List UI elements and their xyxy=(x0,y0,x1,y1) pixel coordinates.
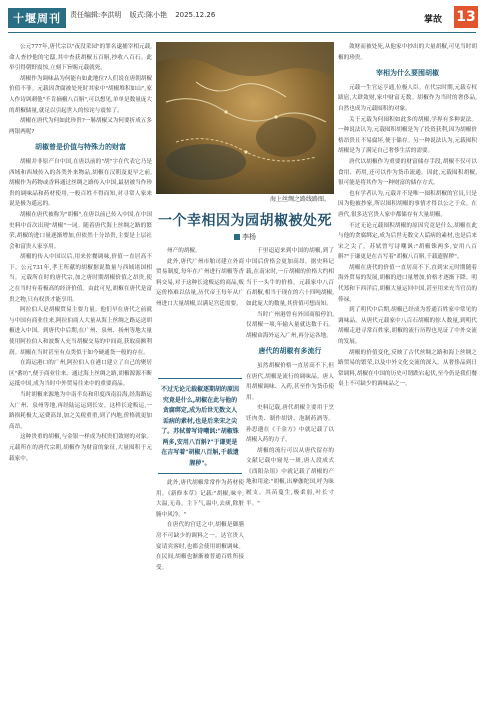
byline-marker-icon xyxy=(234,234,240,240)
layout-credit: 版式:陈小艳 xyxy=(129,11,167,19)
right-column xyxy=(338,42,477,702)
paragraph: 唐代以胡椒作为重要的财富储存手段,胡椒不仅可以食用、药用,还可以作为货币流通。因此,元载囤积胡椒,很可能是将其作为一种财富的储存方式。 xyxy=(338,158,477,187)
paragraph: 胡椒在唐代被称为"胡椒",在唐以前已传入中国,在中国史料中首次出现"胡椒"一词。随着唐代海上丝绸之路的繁荣,胡椒的进口量逐渐增加,但依然十分昂贵,主要是上层社会和富贵人家享用。 xyxy=(9,211,152,250)
author-name: 李杨 xyxy=(242,233,256,241)
paragraph: 胡椒的传入中国以后,用来佐餐调味,价值一直居高不下。公元731年,孝王所献的胡椒据说数量与西域诸国相当。元载所在时的唐代宗,加之唐时期胡椒价值之昂贵,使之在当时有着极高的经济价值。由此可见,胡椒在唐代是富贵之物,只有权贵才能享用。 xyxy=(9,254,152,303)
paragraph: 胡椒的流行可以从唐代留存的文献记载中窥见一斑,唐人段成式《酉阳杂俎》中就记载了胡椒的产地和用途:"胡椒,出摩伽陀国,呼为昧履支。其苗蔓生,极柔弱,叶长寸半。" xyxy=(246,447,334,507)
paragraph: 此外,唐代胡椒常常作为药材使用。《新修本草》记载:"胡椒,味辛,大温,无毒。主下气,温中,去痰,除脏腑中风冷。" xyxy=(156,480,244,518)
image-caption: 海上丝绸之路线路图。 xyxy=(269,196,330,203)
paragraph: 这种贵重的胡椒,与金银一样成为权贵们敛财的对象。元载所在的唐代宗朝,胡椒作为财富的象征,大量囤积于元载家中。 xyxy=(9,434,152,462)
middle-column-c xyxy=(156,478,244,702)
map-illustration xyxy=(156,42,334,194)
paragraph: 到了明代中后期,胡椒已经成为普通百姓家中常见的调味品。从唐代元载家中八百石胡椒的惊人数量,到明代胡椒走进寻常百姓家,胡椒的流行历程也见证了中外交流的发展。 xyxy=(338,307,477,346)
paragraph: 阿拉伯人是胡椒贸易主要力量。他们早在唐代之前就与中国有商业往来,阿拉伯商人大量从海上丝绸之路运送胡椒进入中国。到唐代中后期,在广州、泉州、扬州等地大量使用阿拉伯人和波斯人充当胡椒交易的中间商,获取高额利润。胡椒在当时甚至有点类似于如今硬通货一般的存在。 xyxy=(9,307,152,356)
paragraph: 史料记载,唐代胡椒主要用于烹饪肉类、制作胡饼、泡制药酒等。孙思邈在《千金方》中就记载了以胡椒入药的方子。 xyxy=(246,405,334,444)
issue-date: 2025.12.26 xyxy=(175,11,216,19)
paragraph: 千里迢迢来到中国的胡椒,到了中国后价格会更加高昂。据史料记载,在南宋时,一斤胡椒的价格大约相当于一头牛的价格。元载家中八百石胡椒,相当于现在的六十四吨胡椒,如此庞大的数量,其价值可想而知。 xyxy=(246,248,334,307)
byline xyxy=(156,232,334,242)
paragraph: 当时广州港曾有外国商船停泊,仅胡椒一项,年输入量就达数千石。胡椒由海外运入广州,再分运各地。 xyxy=(246,311,334,339)
paragraph: 胡椒的价值变化,反映了古代丝绸之路和海上丝绸之路贸易的繁荣,以及中外文化交流的深入。从奢侈品到日常调料,胡椒在中国的历史可谓跌宕起伏,至今仍是我们餐桌上不可缺少的调味品之一。 xyxy=(338,349,477,388)
pull-quote-text: 不过无论元载椒逐期胡的原因究竟是什么,胡椒在此与他的贪腐绑定,成为后世无数文人诟病的素材,也是后来宋之尖了。苏轼曾写诗嘲讽:"胡椒铢两多,安用八百斛?"于谦更是在吉写着"胡椒八百斛,千载遗腥秽"。 xyxy=(161,386,240,467)
header-rule xyxy=(8,32,476,33)
paragraph: 在唐代的宫廷之中,胡椒是御膳房不可缺少的调料之一。达官贵人宴请宾客时,也都会使用胡椒调味。在民间,胡椒也渐渐被普通百姓所接受。 xyxy=(156,522,244,571)
subheading: 宰相为什么要囤胡椒 xyxy=(376,69,439,78)
paragraph: 在海运港口的广州,阿拉伯人在港口建立了自己的聚居区"蕃坊",便于商业往来。通过海上丝绸之路,胡椒源源不断运抵中国,成为当时中外贸易往来中的重要商品。 xyxy=(9,360,152,388)
paragraph: 关于元载为何囤积如此多的胡椒,学界有多种说法。一种说法认为,元载囤积胡椒是为了投资获利,因为胡椒价格昂贵且不易腐坏,便于储存。另一种说法认为,元载囤积胡椒是为了满足自己奢侈生活的需要。 xyxy=(338,116,477,155)
paragraph: 州产的胡椒。 xyxy=(167,248,201,254)
publication-logo: 十堰周刊 xyxy=(8,8,66,28)
subheading: 唐代的胡椒有多流行 xyxy=(258,347,322,356)
subheading: 胡椒曾是价值与特殊力的财富 xyxy=(35,143,126,152)
paragraph: 当时胡椒来源地为中南半岛和印度西南沿海,经海路运入广州、泉州等地,再经陆运运到长安。这样长途贩运,一路损耗极大,运费高昂,加之关税重重,到了内地,价格就更加高昂。 xyxy=(9,392,152,430)
paragraph: 元载一生官运亨通,位极人臣。在代宗时期,元载专权跋扈,大肆敛财,家中财富无数。胡椒作为当时的奢侈品,自然也成为元载囤积的对象。 xyxy=(338,84,477,112)
pull-quote xyxy=(158,378,242,474)
middle-column-b xyxy=(246,246,334,702)
paragraph: 胡椒在唐代的价值一直居高不下,直到宋元时期随着海外贸易的发展,胡椒的进口量增加,价格才逐渐下降。明代郑和下西洋后,胡椒大量运回中国,甚至用来充当官员的俸禄。 xyxy=(338,264,477,303)
paragraph: 胡椒在唐代为何如此珍贵?一斛胡椒又为何要折成五多两银两呢? xyxy=(9,118,152,135)
page-meta xyxy=(70,10,221,20)
page-header xyxy=(0,0,484,38)
left-column xyxy=(9,42,152,702)
paragraph: 此外,唐代广州市舶司建立外商贸易制度,每年在广州进行胡椒等香料交易,对于这种长途贩运的商品,贩运价格难以估量,历代帝王每年从广州进口大量胡椒,以满足宫廷需要。 xyxy=(156,258,244,307)
article-title: 一个幸相因为园胡椒被处死 xyxy=(158,213,332,229)
paragraph: 虽然胡椒价格一直居高不下,但在唐代,胡椒是流行的调味品。唐人用胡椒调味、入药,甚至作为货币使用。 xyxy=(246,362,334,401)
editor-credit: 责任编辑:李洪明 xyxy=(70,11,122,19)
page-number: 13 xyxy=(454,6,478,28)
paragraph: 也有学者认为,元载并不是唯一囤积胡椒的官员,只是因为他被抄家,所以囤积胡椒的事情才得以公之于众。在唐代,很多达官贵人家中都储存有大量胡椒。 xyxy=(338,190,477,218)
paragraph: 敛财而被处死,从他家中抄出的大量胡椒,可见当时胡椒的珍贵。 xyxy=(338,44,477,61)
section-name: 掌故 xyxy=(423,15,442,25)
paragraph: 不过无论元载囤积胡椒的原因究竟是什么,胡椒在此与他的贪腐绑定,成为后世无数文人诟病的素材,也是后来宋之尖了。苏轼曾写诗嘲讽:"胡椒铢两多,安用八百斛?"于谦更是在吉写着"胡椒八百斛,千载遗腥秽"。 xyxy=(338,222,477,261)
paragraph: 公元777年,唐代宗以"夜没采园"的罪名逮捕宰相元载,命人查抄他的宅邸,其中查获胡椒五百斛,抄收八百石。此举引得朝野震惊,立刻下旨赐元载就死。 xyxy=(9,44,152,72)
silk-road-map-image xyxy=(156,42,334,194)
paragraph: 胡椒作为调味品为何能有如此地位?人们说在唐朝胡椒价值不菲。元载因贪腐被处死时其家中"胡椒堆积如山",家人作诗讽刺他"不肯摘椒八百斛",可以想见,单单是数量庞大的胡椒储量,就足以引起世人的惊诧与震惊了。 xyxy=(9,75,152,114)
paragraph: 胡椒并非原产自中国,在唐以前的"胡"字在代表它乃是西域和西域传入的各类外来物品,胡椒在汉朝及更早之前,胡椒作为药物或香料通过丝绸之路传入中国,最初被当作珍贵的调味品和药材使用,一般百姓不得而知,对寻常人家来说是极为遥远的。 xyxy=(9,158,152,208)
